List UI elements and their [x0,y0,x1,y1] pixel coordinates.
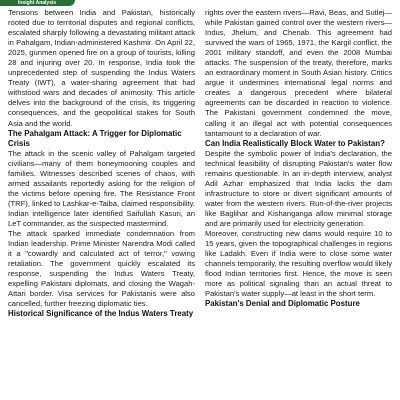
section-heading-historical-significance: Historical Significance of the Indus Waters Treaty [8,309,194,319]
left-column [8,8,195,400]
section-tab [0,0,75,6]
feasibility-paragraph: Despite the symbolic power of India's declaration, the technical feasibility of disrupting Pakistan's water flow remains questionable. In an in-depth interview, analyst Adil Azhar emphasized that India lacks the dam infrastructure to store or divert significant amounts of water from the western rivers. Run-of-the-river projects like Baglihar and Kishanganga allow minimal storage and are primarily used for electricity generation. [205,148,392,228]
treaty-rights-paragraph: rights over the eastern rivers—Ravi, Beas, and Sutlej—while Pakistan gained control over the western rivers—Indus, Jhelum, and Chenab. This agreement had survived the wars of 1965, 1971, the Kargil conflict, the 2001 military standoff, and even the 2008 Mumbai attacks. The suspension of the treaty, therefore, marks an extraordinary moment in South Asian history. Critics argue it undermines international legal norms and creates a dangerous precedent where bilateral agreements can be discarded in reaction to violence. The Pakistani government condemned the move, calling it an illegal act with potential consequences tantamount to a declaration of war. [205,8,392,138]
condemnation-paragraph: The attack sparked immediate condemnation from Indian leadership. Prime Minister Narendra Modi called it a "cowardly and calculated act of terror," vowing retaliation. The government quickly escalated its response, suspending the Indus Waters Treaty, expelling Pakistani diplomats, and closing the Wagah-Attari border. Visa services for Pakistanis were also cancelled, further freezing diplomatic ties. [8,229,195,309]
section-heading-pakistan-denial: Pakistan's Denial and Diplomatic Posture [205,299,360,309]
dams-paragraph: Moreover, constructing new dams would require 10 to 15 years, given the topographical challenges in regions like Ladakh. Even if India were to close some water channels temporarily, the resulting overflow would likely flood Indian territories first. Hence, the move is seen more as political signaling than an actual threat to Pakistan's water supply—at least in the short term. [205,229,392,299]
right-column [205,8,392,400]
intro-paragraph: Tensions between India and Pakistan, historically rooted due to territorial disputes and regional conflicts, escalated sharply following a devastating militant attack in Pahalgam, Indian-administered Kashmir. On April 22, 2025, gunmen opened fire on a group of tourists, killing 28 and injuring over 20. In response, India took the unprecedented step of suspending the Indus Waters Treaty (IWT), a water-sharing agreement that had withstood wars and decades of animosity. This article delves into the background of the crisis, its triggering consequences, and the geopolitical stakes for South Asia and the world. [8,8,195,128]
section-heading-pahalgam-attack: The Pahalgam Attack: A Trigger for Diplomatic Crisis [8,128,182,148]
article-columns [8,8,392,400]
section-heading-block-water: Can India Realistically Block Water to Pakistan? [205,138,385,148]
attack-paragraph: The attack in the scenic valley of Pahalgam targeted civilians—many of them honeymooning couples and families. Witnesses described scenes of chaos, with armed assailants reportedly asking for the religion of the victims before opening fire. The Resistance Front (TRF), linked to Lashkar-e-Taiba, claimed responsibility. Indian intelligence later identified Saifullah Kasuri, an LeT commander, as the suspected mastermind. [8,148,195,228]
section-tab-label: Insight Analysis [18,0,57,6]
